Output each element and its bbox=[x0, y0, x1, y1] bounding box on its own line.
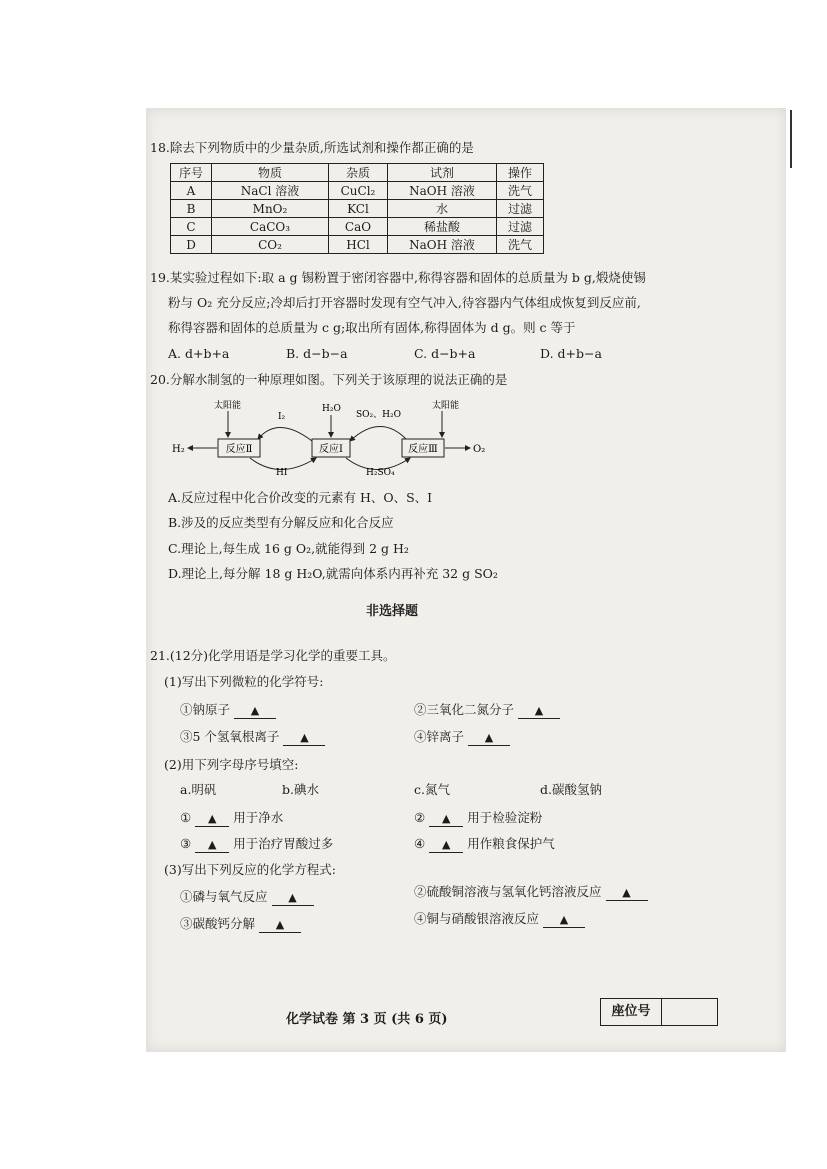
item-label: 用于治疗胃酸过多 bbox=[233, 836, 334, 851]
q20-option-a: A.反应过程中化合价改变的元素有 H、O、S、I bbox=[168, 490, 433, 505]
q21-2-item-1 bbox=[180, 810, 283, 827]
q20-option-d: D.理论上,每分解 18 g H₂O,就需向体系内再补充 32 g SO₂ bbox=[168, 566, 498, 581]
answer-blank[interactable]: ▲ bbox=[272, 891, 314, 906]
table-cell: CaO bbox=[329, 218, 388, 236]
paper-edge bbox=[790, 110, 792, 168]
table-cell: 水 bbox=[388, 200, 497, 218]
table-row bbox=[171, 182, 544, 200]
item-label: ①磷与氧气反应 bbox=[180, 889, 268, 904]
q21-2-item-3 bbox=[180, 836, 333, 853]
h2o-input: H₂O bbox=[322, 404, 341, 414]
answer-blank[interactable]: ▲ bbox=[468, 731, 510, 746]
table-header: 试剂 bbox=[388, 164, 497, 182]
o2-product: O₂ bbox=[473, 444, 486, 455]
item-label: 用于检验淀粉 bbox=[467, 810, 543, 825]
item-number: ② bbox=[414, 810, 426, 825]
table-cell: NaOH 溶液 bbox=[388, 236, 497, 254]
h2-product: H₂ bbox=[172, 444, 185, 455]
q21-part3: (3)写出下列反应的化学方程式: bbox=[164, 862, 336, 877]
answer-blank[interactable]: ▲ bbox=[606, 886, 648, 901]
so2-h2o-label: SO₂、H₂O bbox=[356, 410, 401, 420]
table-cell: KCl bbox=[329, 200, 388, 218]
q21-1-item-2 bbox=[414, 702, 560, 719]
item-label: ②硫酸铜溶液与氢氧化钙溶液反应 bbox=[414, 884, 602, 899]
q21-3-item-4 bbox=[414, 911, 585, 928]
seat-number-box bbox=[600, 998, 718, 1026]
table-cell: CaCO₃ bbox=[212, 218, 329, 236]
q21-1-item-4 bbox=[414, 729, 510, 746]
reaction-diagram bbox=[170, 397, 500, 477]
table-header: 杂质 bbox=[329, 164, 388, 182]
seat-number-label: 座位号 bbox=[601, 999, 662, 1025]
choice-c: c.氮气 bbox=[414, 782, 450, 797]
table-cell: D bbox=[171, 236, 212, 254]
item-label: ③碳酸钙分解 bbox=[180, 916, 256, 931]
table-header: 序号 bbox=[171, 164, 212, 182]
q20-option-c: C.理论上,每生成 16 g O₂,就能得到 2 g H₂ bbox=[168, 541, 409, 556]
q21-2-item-4 bbox=[414, 836, 555, 853]
q19-option-d: D. d+b−a bbox=[540, 346, 602, 361]
table-cell: MnO₂ bbox=[212, 200, 329, 218]
table-cell: A bbox=[171, 182, 212, 200]
q21-part2: (2)用下列字母序号填空: bbox=[164, 757, 299, 772]
table-cell: 稀盐酸 bbox=[388, 218, 497, 236]
q21-1-item-1 bbox=[180, 702, 276, 719]
solar-energy-right: 太阳能 bbox=[432, 401, 460, 411]
q19-line-3: 称得容器和固体的总质量为 c g;取出所有固体,称得固体为 d g。则 c 等于 bbox=[168, 320, 576, 335]
page-footer: 化学试卷 第 3 页 (共 6 页) bbox=[286, 1012, 448, 1027]
answer-blank[interactable]: ▲ bbox=[195, 812, 229, 827]
table-cell: CO₂ bbox=[212, 236, 329, 254]
reaction-3-label: 反应Ⅲ bbox=[408, 444, 438, 455]
item-number: ③ bbox=[180, 836, 192, 851]
q21-2-item-2 bbox=[414, 810, 542, 827]
hi-label: HI bbox=[276, 468, 288, 477]
q20-option-b: B.涉及的反应类型有分解反应和化合反应 bbox=[168, 515, 394, 530]
table-row bbox=[171, 236, 544, 254]
table-header-row bbox=[171, 164, 544, 182]
answer-blank[interactable]: ▲ bbox=[543, 913, 585, 928]
q21-3-item-1 bbox=[180, 889, 314, 906]
table-cell: 过滤 bbox=[497, 200, 544, 218]
item-label: ②三氧化二氮分子 bbox=[414, 702, 515, 717]
answer-blank[interactable]: ▲ bbox=[429, 812, 463, 827]
q18-table bbox=[170, 163, 544, 254]
table-cell: B bbox=[171, 200, 212, 218]
table-cell: 过滤 bbox=[497, 218, 544, 236]
table-row bbox=[171, 200, 544, 218]
q19-option-a: A. d+b+a bbox=[168, 346, 230, 361]
answer-blank[interactable]: ▲ bbox=[195, 838, 229, 853]
answer-blank[interactable]: ▲ bbox=[518, 704, 560, 719]
section-title: 非选择题 bbox=[366, 604, 419, 619]
table-header: 物质 bbox=[212, 164, 329, 182]
table-cell: NaCl 溶液 bbox=[212, 182, 329, 200]
table-cell: 洗气 bbox=[497, 182, 544, 200]
table-cell: 洗气 bbox=[497, 236, 544, 254]
table-row bbox=[171, 218, 544, 236]
q21-3-item-2 bbox=[414, 884, 648, 901]
reaction-2-label: 反应Ⅱ bbox=[225, 444, 253, 455]
q18-stem: 18.除去下列物质中的少量杂质,所选试剂和操作都正确的是 bbox=[150, 140, 474, 155]
answer-blank[interactable]: ▲ bbox=[234, 704, 276, 719]
h2so4-label: H₂SO₄ bbox=[366, 468, 395, 477]
q20-stem: 20.分解水制氢的一种原理如图。下列关于该原理的说法正确的是 bbox=[150, 372, 508, 387]
table-cell: HCl bbox=[329, 236, 388, 254]
choice-b: b.碘水 bbox=[282, 782, 319, 797]
item-label: ③5 个氢氧根离子 bbox=[180, 729, 280, 744]
q19-option-c: C. d−b+a bbox=[414, 346, 476, 361]
table-cell: NaOH 溶液 bbox=[388, 182, 497, 200]
choice-d: d.碳酸氢钠 bbox=[540, 782, 602, 797]
answer-blank[interactable]: ▲ bbox=[283, 731, 325, 746]
item-label: ④铜与硝酸银溶液反应 bbox=[414, 911, 540, 926]
table-cell: CuCl₂ bbox=[329, 182, 388, 200]
i2-label: I₂ bbox=[278, 412, 286, 422]
item-number: ④ bbox=[414, 836, 426, 851]
item-label: ④锌离子 bbox=[414, 729, 465, 744]
item-number: ① bbox=[180, 810, 192, 825]
table-header: 操作 bbox=[497, 164, 544, 182]
answer-blank[interactable]: ▲ bbox=[429, 838, 463, 853]
solar-energy-left: 太阳能 bbox=[214, 401, 242, 411]
item-label: ①钠原子 bbox=[180, 702, 231, 717]
q21-3-item-3 bbox=[180, 916, 301, 933]
item-label: 用作粮食保护气 bbox=[467, 836, 555, 851]
choice-a: a.明矾 bbox=[180, 782, 217, 797]
q21-part1: (1)写出下列微粒的化学符号: bbox=[164, 674, 324, 689]
reaction-1-label: 反应Ⅰ bbox=[319, 444, 343, 455]
answer-blank[interactable]: ▲ bbox=[259, 918, 301, 933]
q19-option-b: B. d−b−a bbox=[286, 346, 348, 361]
q21-1-item-3 bbox=[180, 729, 325, 746]
table-cell: C bbox=[171, 218, 212, 236]
q19-line-2: 粉与 O₂ 充分反应;冷却后打开容器时发现有空气冲入,待容器内气体组成恢复到反应前, bbox=[168, 295, 641, 310]
item-label: 用于净水 bbox=[233, 810, 284, 825]
q19-line-1: 19.某实验过程如下:取 a g 锡粉置于密闭容器中,称得容器和固体的总质量为 b g,煅烧使锡 bbox=[150, 270, 646, 285]
q21-stem: 21.(12分)化学用语是学习化学的重要工具。 bbox=[150, 648, 396, 663]
